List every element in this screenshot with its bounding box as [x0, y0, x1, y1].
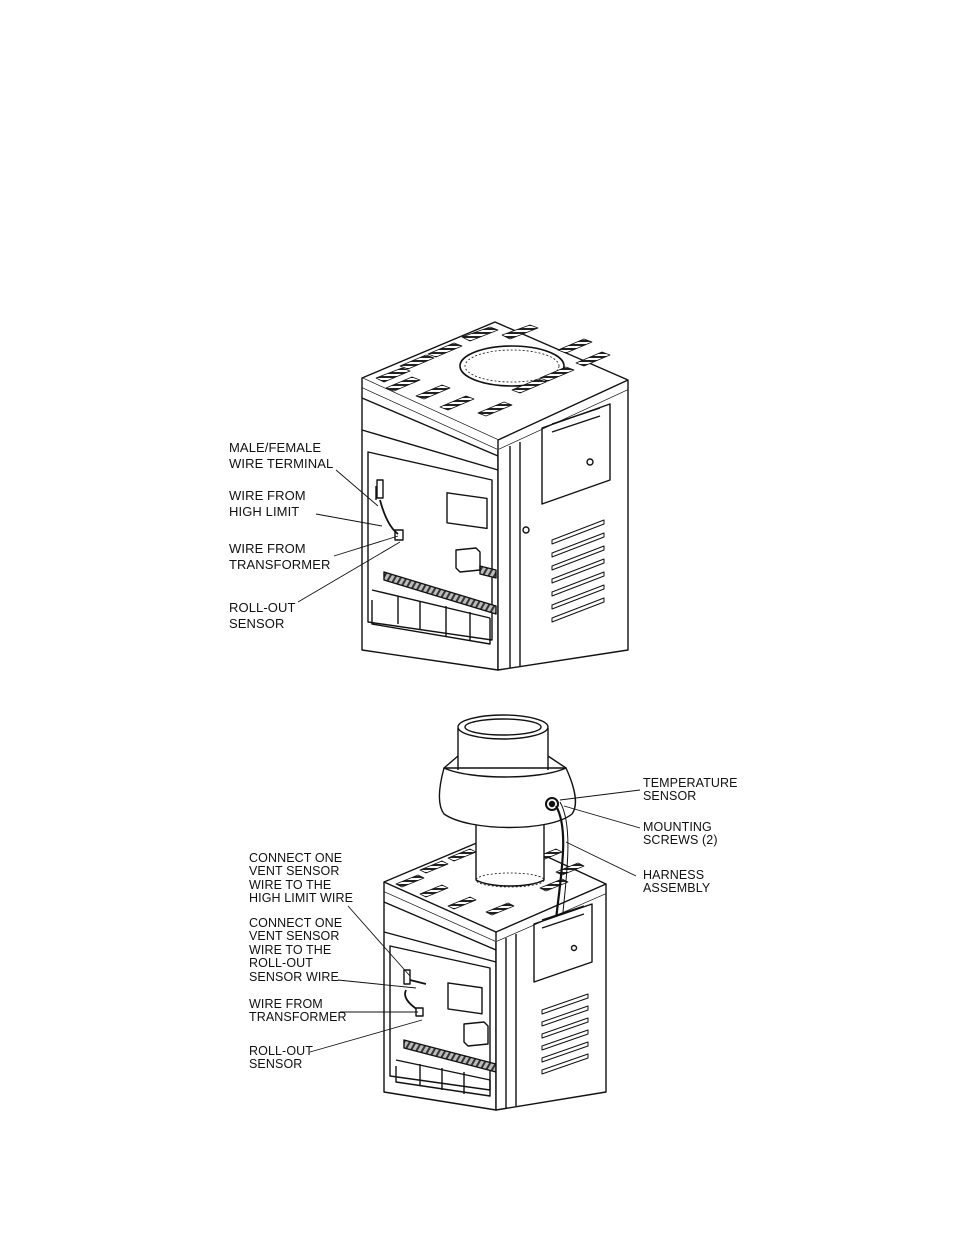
- label-line: CONNECT ONE: [249, 916, 343, 930]
- control-display: [447, 493, 487, 529]
- label-line: SCREWS (2): [643, 833, 718, 848]
- label-line: WIRE TERMINAL: [229, 455, 334, 471]
- label-temperature-sensor: [643, 777, 738, 804]
- label-line: WIRE TO THE: [249, 942, 332, 957]
- label-line: ASSEMBLY: [643, 881, 711, 896]
- label-line: VENT SENSOR: [249, 864, 340, 879]
- label-connect-roll-out: [249, 917, 342, 984]
- label-line: WIRE FROM: [229, 488, 306, 503]
- label-line: MALE/FEMALE: [229, 440, 322, 455]
- label-line: ROLL-OUT: [249, 956, 314, 971]
- label-line: WIRE FROM: [229, 541, 306, 556]
- label-male-female-terminal: [229, 440, 333, 471]
- label-line: CONNECT ONE: [249, 851, 343, 865]
- label-line: SENSOR WIRE: [249, 969, 339, 984]
- label-mounting-screws: [643, 821, 718, 848]
- label-line: HIGH LIMIT WIRE: [249, 891, 354, 906]
- label-line: ROLL-OUT: [249, 1044, 314, 1058]
- label-harness-assembly: [643, 869, 710, 896]
- label-line: SENSOR: [249, 1057, 303, 1072]
- label-line: MOUNTING: [643, 820, 712, 834]
- label-roll-out-sensor-2: [249, 1045, 313, 1072]
- label-line: TRANSFORMER: [229, 556, 331, 572]
- label-wire-transformer: [229, 541, 331, 572]
- side-panel: [498, 390, 628, 670]
- label-line: HARNESS: [643, 868, 705, 882]
- label-line: SENSOR: [229, 615, 285, 631]
- label-line: HIGH LIMIT: [229, 503, 300, 519]
- heater-figure-1: [362, 322, 628, 670]
- label-line: TRANSFORMER: [249, 1010, 347, 1025]
- label-line: SENSOR: [643, 789, 697, 804]
- label-line: WIRE TO THE: [249, 877, 332, 892]
- vent-pipe: [476, 818, 544, 886]
- label-wire-high-limit: [229, 488, 306, 519]
- heater-figure-2: [384, 715, 606, 1110]
- label-line: VENT SENSOR: [249, 929, 340, 944]
- label-connect-high-limit: [249, 852, 353, 906]
- label-wire-transformer-2: [249, 998, 347, 1025]
- label-line: TEMPERATURE: [643, 776, 738, 790]
- label-line: WIRE FROM: [249, 997, 323, 1011]
- label-line: ROLL-OUT: [229, 600, 296, 615]
- label-roll-out-sensor: [229, 600, 296, 631]
